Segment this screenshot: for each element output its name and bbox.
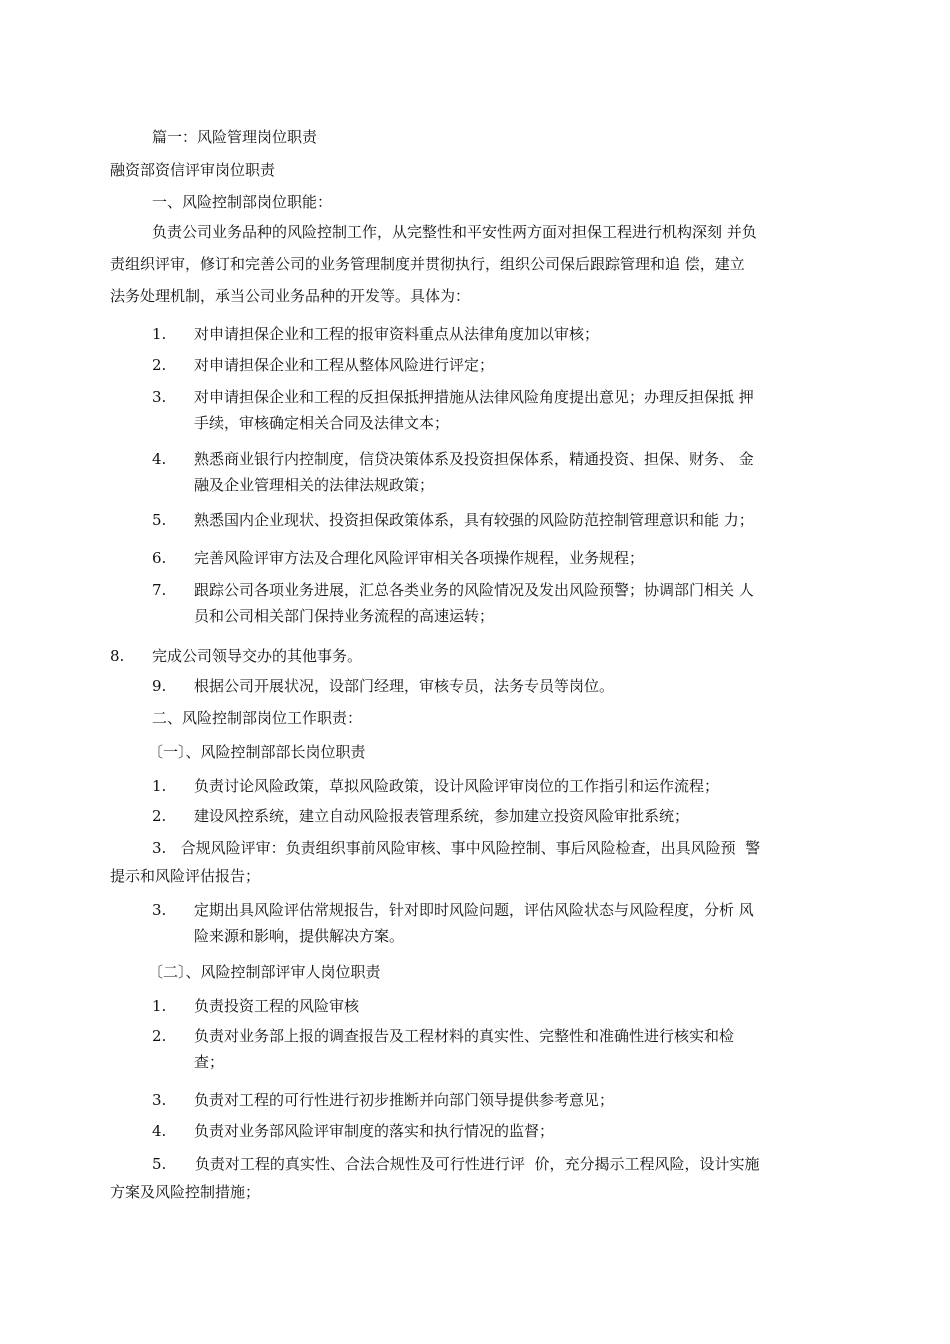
list-text: 负责讨论风险政策，草拟风险政策，设计风险评审岗位的工作指引和运作流程； bbox=[194, 777, 720, 795]
list-text: 熟悉商业银行内控制度，信贷决策体系及投资担保体系，精通投资、担保、财务、 金 bbox=[194, 450, 754, 468]
list-number: 1. bbox=[152, 325, 167, 343]
list-number: 9. bbox=[152, 677, 167, 695]
subsection-heading-1: 〔一〕、风险控制部部长岗位职责 bbox=[148, 743, 366, 761]
subsection-heading-2: 〔二〕、风险控制部评审人岗位职责 bbox=[148, 963, 381, 981]
list-number: 1. bbox=[152, 777, 167, 795]
section-heading-1: 一、风险控制部岗位职能： bbox=[152, 193, 333, 211]
heading-title: 融资部资信评审岗位职责 bbox=[110, 161, 276, 179]
list-text: 对申请担保企业和工程的报审资料重点从法律角度加以审核； bbox=[194, 325, 600, 343]
list-number: 6. bbox=[152, 549, 167, 567]
intro-line-1: 负责公司业务品种的风险控制工作，从完整性和平安性两方面对担保工程进行机构深刻 并负 bbox=[152, 223, 757, 241]
list-number: 3. bbox=[152, 1091, 167, 1109]
list-text: 熟悉国内企业现状、投资担保政策体系，具有较强的风险防范控制管理意识和能 力； bbox=[194, 511, 754, 529]
list-number: 4. bbox=[152, 450, 167, 468]
heading-article: 篇一：风险管理岗位职责 bbox=[152, 128, 318, 146]
list-text: 负责对业务部风险评审制度的落实和执行情况的监督； bbox=[194, 1122, 555, 1140]
intro-line-3: 法务处理机制，承当公司业务品种的开发等。具体为： bbox=[110, 287, 471, 305]
list-text: 员和公司相关部门保持业务流程的高速运转； bbox=[194, 607, 495, 625]
intro-line-2: 责组织评审，修订和完善公司的业务管理制度并贯彻执行，组织公司保后跟踪管理和追 偿，建立 bbox=[110, 255, 745, 273]
list-number: 1. bbox=[152, 997, 167, 1015]
list-text: 查； bbox=[194, 1053, 225, 1071]
list-number: 5. bbox=[152, 511, 167, 529]
list-number: 4. bbox=[152, 1122, 167, 1140]
list-text: 负责对工程的可行性进行初步推断并向部门领导提供参考意见； bbox=[194, 1091, 615, 1109]
list-text: 完成公司领导交办的其他事务。 bbox=[152, 647, 363, 665]
list-number: 2. bbox=[152, 807, 167, 825]
section-heading-2: 二、风险控制部岗位工作职责： bbox=[152, 709, 363, 727]
list-text: 负责投资工程的风险审核 bbox=[194, 997, 360, 1015]
list-number: 7. bbox=[152, 581, 167, 599]
list-text: 对申请担保企业和工程的反担保抵押措施从法律风险角度提出意见；办理反担保抵 押 bbox=[194, 388, 754, 406]
list-text: 定期出具风险评估常规报告，针对即时风险问题，评估风险状态与风险程度，分析 风 bbox=[194, 901, 754, 919]
list-number: 2. bbox=[152, 356, 167, 374]
list-text: 险来源和影响，提供解决方案。 bbox=[194, 927, 405, 945]
paragraph-line: 5. 负责对工程的真实性、合法合规性及可行性进行评 价，充分揭示工程风险，设计实施 bbox=[152, 1155, 760, 1173]
list-text: 根据公司开展状况，设部门经理，审核专员，法务专员等岗位。 bbox=[194, 677, 615, 695]
list-text: 完善风险评审方法及合理化风险评审相关各项操作规程，业务规程； bbox=[194, 549, 645, 567]
list-text: 建设风控系统，建立自动风险报表管理系统，参加建立投资风险审批系统； bbox=[194, 807, 690, 825]
list-text: 跟踪公司各项业务进展，汇总各类业务的风险情况及发出风险预警；协调部门相关 人 bbox=[194, 581, 754, 599]
list-text: 对申请担保企业和工程从整体风险进行评定； bbox=[194, 356, 495, 374]
list-text: 融及企业管理相关的法律法规政策； bbox=[194, 476, 435, 494]
list-number: 3. bbox=[152, 388, 167, 406]
list-text: 负责对业务部上报的调查报告及工程材料的真实性、完整性和准确性进行核实和检 bbox=[194, 1027, 735, 1045]
list-number: 3. bbox=[152, 901, 167, 919]
list-number: 8. bbox=[110, 647, 125, 665]
list-text: 手续，审核确定相关合同及法律文本； bbox=[194, 414, 450, 432]
list-number: 2. bbox=[152, 1027, 167, 1045]
paragraph-line: 3. 合规风险评审：负责组织事前风险审核、事中风险控制、事后风险检查，出具风险预 警 bbox=[152, 839, 761, 857]
paragraph-line: 提示和风险评估报告； bbox=[110, 867, 261, 885]
paragraph-line: 方案及风险控制措施； bbox=[110, 1183, 261, 1201]
